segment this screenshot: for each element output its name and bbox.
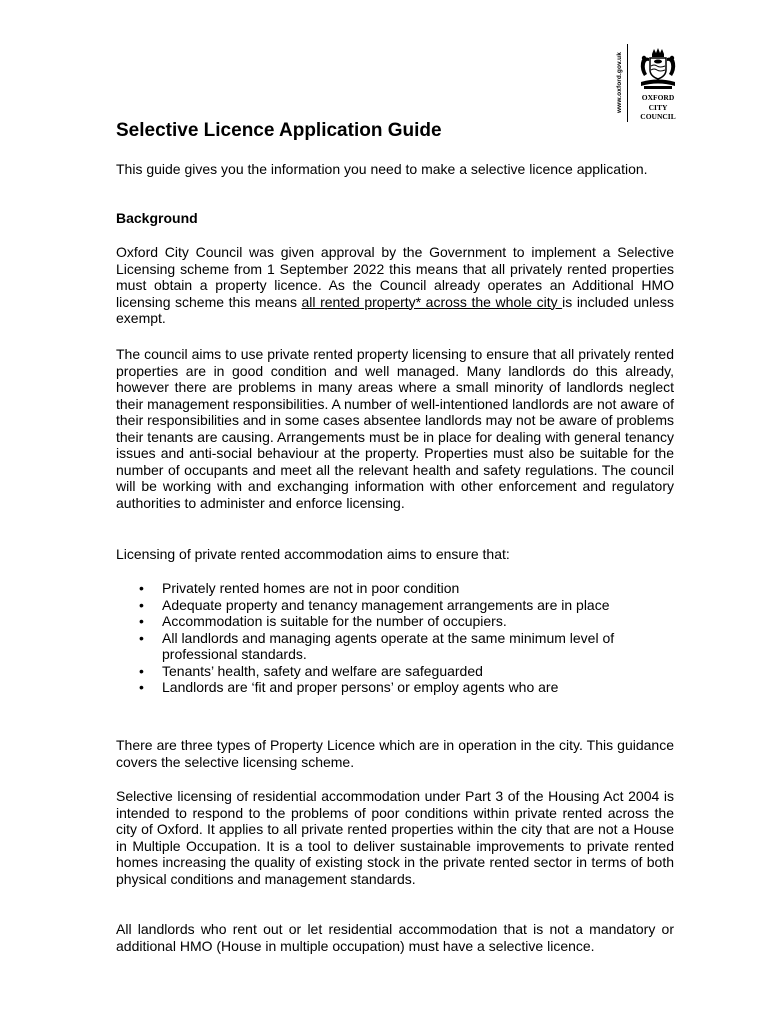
background-heading: Background [116, 210, 198, 226]
list-item: • Tenants’ health, safety and welfare are safeguarded [139, 662, 483, 679]
background-paragraph-1: Oxford City Council was given approval by the Government to implement a Selective Licensing scheme from 1 September 2022 this means that all privately rented properties must obtain a property licence. As the Council already operates an Additional HMO licensing scheme this means all rented property* across the whole city is included unless exempt. [116, 244, 674, 326]
aims-intro: Licensing of private rented accommodation aims to ensure that: [116, 546, 510, 562]
part3-paragraph: Selective licensing of residential accommodation under Part 3 of the Housing Act 2004 is intended to respond to the problems of poor conditions within private rented across the city of Oxford. It applies to all private rented properties within the city that are not a House in Multiple Occupation. It is a tool to deliver sustainable improvements to private rented homes increasing the quality of existing stock in the private rented sector in terms of both physical conditions and management standards. [116, 788, 674, 887]
intro-paragraph: This guide gives you the information you need to make a selective licence application. [116, 161, 648, 177]
background-paragraph-2: The council aims to use private rented property licensing to ensure that all privately rented properties are in good condition and well managed. Many landlords do this already, however there are problems in many areas where a small minority of landlords neglect their management responsibilities. A number of well-intentioned landlords are not aware of their responsibilities and in some cases absentee landlords may not be aware of problems their tenants are causing. Arrangements must be in place for dealing with general tenancy issues and anti-social behaviour at the property. Properties must also be suitable for the number of occupants and meet all the relevant health and safety regulations. The council will be working with and exchanging information with other enforcement and regulatory authorities to administer and enforce licensing. [116, 346, 674, 511]
list-item: • Accommodation is suitable for the number of occupiers. [139, 613, 507, 629]
list-item: • All landlords and managing agents operate at the same minimum level of professional standards. [139, 629, 615, 662]
aims-list [116, 580, 676, 696]
logo-divider [627, 44, 628, 122]
coat-of-arms-icon [638, 46, 678, 92]
list-item: • Landlords are ‘fit and proper persons’ or employ agents who are [139, 679, 559, 695]
bullet-icon: • [139, 679, 144, 695]
bullet-icon: • [139, 580, 144, 596]
licence-types-paragraph: There are three types of Property Licence which are in operation in the city. This guidance covers the selective licensing scheme. [116, 737, 674, 770]
bullet-icon: • [139, 662, 144, 679]
list-item: • Privately rented homes are not in poor condition [139, 580, 460, 596]
bullet-icon: • [139, 596, 144, 613]
council-name: OXFORD CITY COUNCIL [640, 93, 676, 121]
website-url: www.oxford.gov.uk [615, 51, 623, 113]
landlords-paragraph: All landlords who rent out or let residential accommodation that is not a mandatory or additional HMO (House in multiple occupation) must have a selective licence. [116, 921, 674, 954]
bullet-icon: • [139, 613, 144, 629]
list-item: • Adequate property and tenancy management arrangements are in place [139, 596, 610, 613]
underlined-emphasis: all rented property* across the whole city [301, 293, 563, 310]
council-logo [612, 42, 692, 124]
page-title: Selective Licence Application Guide [116, 120, 442, 141]
bullet-icon: • [139, 629, 144, 646]
